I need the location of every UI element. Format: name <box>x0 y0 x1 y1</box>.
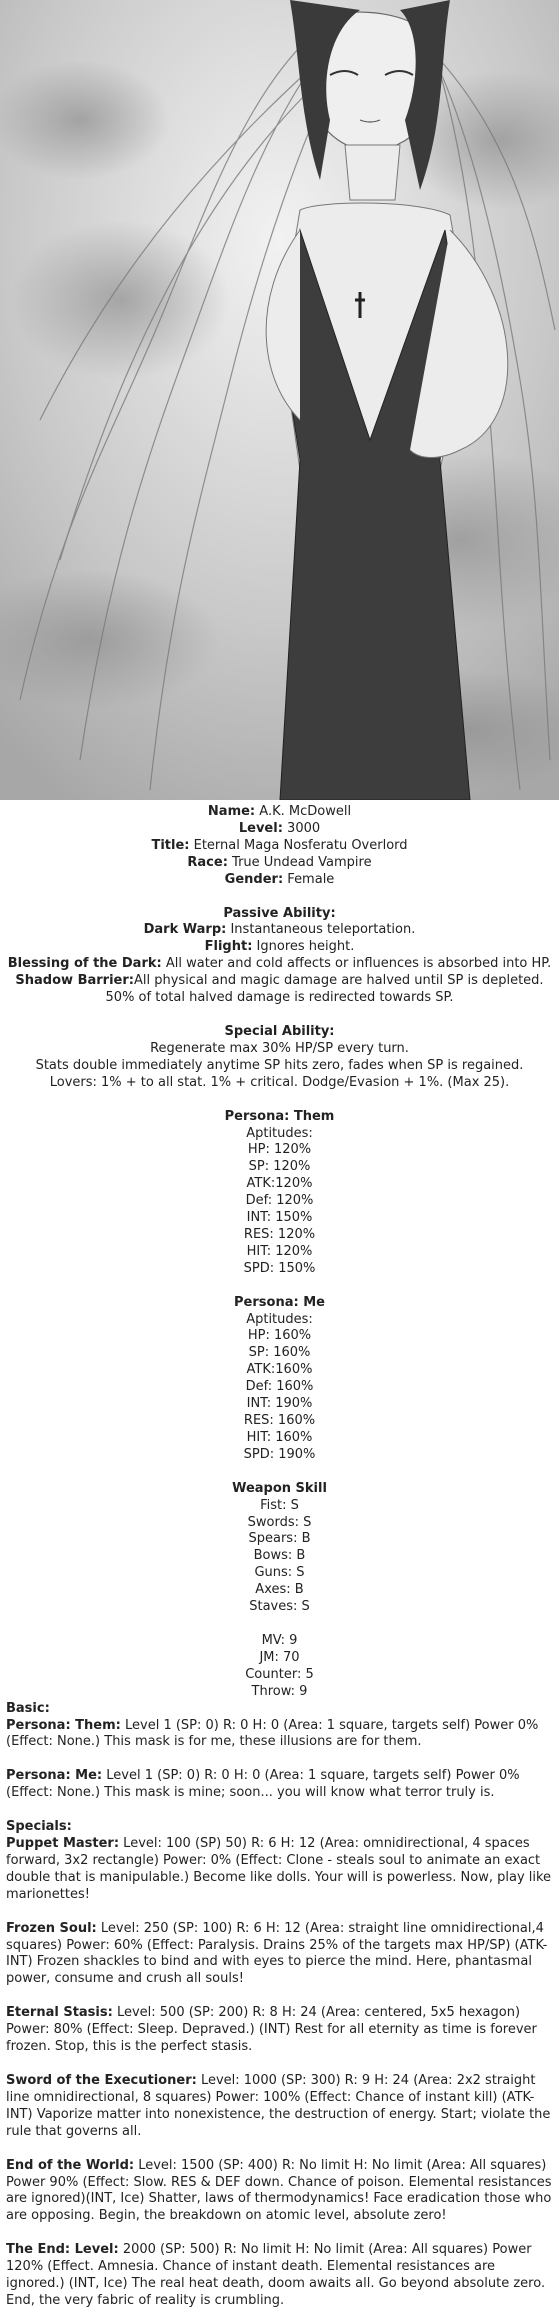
movement-line: JM: 70 <box>259 1649 300 1665</box>
gender-value: Female <box>287 871 335 887</box>
title-label: Title: <box>151 837 190 853</box>
skill-entry: Puppet Master: Level: 100 (SP) 50) R: 6 H: 12 (Area: omnidirectional, 4 spaces forward, 3x2 rectangle) Power: 0% (Effect: Clone - steals soul to animate an exact double that is manipulable.) Become like dolls. Your will is powerless. Now, play like marionettes! <box>6 1836 552 1902</box>
aptitude-line: SPD: 150% <box>243 1260 316 1276</box>
passive-item: Flight: Ignores height. <box>204 939 355 955</box>
skill-entry: End of the World: Level: 1500 (SP: 400) R: No limit H: No limit (Area: All squares) Power 90% (Effect: Slow. RES & DEF down. Chance of poison. Elemental resistances are ignored)(INT, Ice) Shatter, laws of thermodynamics! Face eradication those who are opposing. Begin, the breakdown on atomic level, absolute zero! <box>6 2157 552 2224</box>
aptitude-line: SPD: 190% <box>243 1446 316 1462</box>
weapon-skill-line: Swords: S <box>247 1514 312 1530</box>
aptitude-line: HIT: 160% <box>246 1429 313 1445</box>
weapon-skill-line: Spears: B <box>248 1531 311 1547</box>
aptitude-line: INT: 150% <box>246 1210 313 1226</box>
passive-item: Blessing of the Dark: All water and cold affects or influences is absorbed into HP. <box>7 956 552 972</box>
weapon-skill-heading: Weapon Skill <box>232 1480 327 1496</box>
movement-line: Throw: 9 <box>251 1683 308 1699</box>
race-label: Race: <box>187 854 228 870</box>
special-ability-line: Lovers: 1% + to all stat. 1% + critical. Dodge/Evasion + 1%. (Max 25). <box>49 1074 510 1090</box>
race-value: True Undead Vampire <box>232 854 372 870</box>
passive-heading: Passive Ability: <box>223 905 336 921</box>
special-ability-heading: Special Ability: <box>224 1023 335 1039</box>
aptitude-line: RES: 120% <box>243 1226 316 1242</box>
title-value: Eternal Maga Nosferatu Overlord <box>193 837 408 853</box>
aptitude-line: Aptitudes: <box>246 1125 313 1141</box>
persona-me-heading: Persona: Me <box>234 1294 325 1310</box>
aptitude-line: ATK:160% <box>246 1362 313 1378</box>
profile-block <box>0 804 559 889</box>
aptitude-line: SP: 120% <box>248 1159 311 1175</box>
passive-item: Dark Warp: Instantaneous teleportation. <box>143 922 416 938</box>
persona-me-section <box>0 1295 559 1464</box>
persona-them-heading: Persona: Them <box>224 1108 335 1124</box>
weapon-skill-line: Bows: B <box>253 1548 306 1564</box>
skill-entry: Frozen Soul: Level: 250 (SP: 100) R: 6 H: 12 (Area: straight line omnidirectional,4 squares) Power: 60% (Effect: Paralysis. Drains 25% of the targets max HP/SP) (ATK-INT) Frozen shackles to bind and with eyes to pierce the mind. Here, phantasmal power, consume and crush all souls! <box>6 1920 548 1987</box>
movement-section <box>0 1633 559 1701</box>
aptitude-line: Aptitudes: <box>246 1311 313 1327</box>
basic-section <box>0 1701 559 1803</box>
skill-entry: Eternal Stasis: Level: 500 (SP: 200) R: 8 H: 24 (Area: centered, 5x5 hexagon) Power: 80% (Effect: Sleep. Depraved.) (INT) Rest for all eternity as time is forever frozen. Stop, this is the perfect stasis. <box>6 2005 537 2055</box>
aptitude-line: Def: 160% <box>245 1379 314 1395</box>
basic-heading: Basic: <box>6 1700 50 1716</box>
passive-ability-section <box>0 906 559 1007</box>
weapon-skill-line: Staves: S <box>249 1599 310 1615</box>
aptitude-line: HIT: 120% <box>246 1243 313 1259</box>
name-label: Name: <box>207 804 256 819</box>
weapon-skill-line: Axes: B <box>255 1582 304 1598</box>
aptitude-line: HP: 160% <box>247 1328 312 1344</box>
weapon-skill-line: Fist: S <box>260 1497 299 1513</box>
persona-them-section <box>0 1109 559 1278</box>
special-ability-line: Stats double immediately anytime SP hits zero, fades when SP is regained. <box>35 1057 524 1073</box>
specials-heading: Specials: <box>6 1819 72 1835</box>
special-ability-section <box>0 1024 559 1092</box>
aptitude-line: SP: 160% <box>248 1345 311 1361</box>
character-illustration <box>0 0 559 800</box>
skill-entry: Sword of the Executioner: Level: 1000 (SP: 300) R: 9 H: 24 (Area: 2x2 straight line omnidirectional, 8 squares) Power: 100% (Effect: Chance of instant kill) (ATK-INT) Vaporize matter into nonexistence, the destruction of energy. Start; violate the rule that governs all. <box>6 2073 551 2139</box>
level-label: Level: <box>238 820 283 836</box>
skill-entry: The End: Level: 2000 (SP: 500) R: No limit H: No limit (Area: All squares) Power 120% (Effect. Amnesia. Chance of instant death. Elemental resistances are ignored.) (INT, Ice) The real heat death, doom awaits all. Go beyond absolute zero. End, the very fabric of reality is crumbling. <box>6 2242 546 2308</box>
passive-item: Shadow Barrier:All physical and magic damage are halved until SP is depleted. 50% of total halved damage is redirected towards SP. <box>15 973 544 1006</box>
gender-label: Gender: <box>224 871 284 887</box>
weapon-skill-line: Guns: S <box>254 1565 305 1581</box>
movement-line: Counter: 5 <box>245 1666 314 1682</box>
aptitude-line: INT: 190% <box>246 1396 313 1412</box>
aptitude-line: RES: 160% <box>243 1413 316 1428</box>
aptitude-line: Def: 120% <box>245 1193 314 1209</box>
weapon-skill-section <box>0 1481 559 1616</box>
level-value: 3000 <box>287 820 321 836</box>
name-value: A.K. McDowell <box>259 804 352 819</box>
skill-entry: Persona: Me: Level 1 (SP: 0) R: 0 H: 0 (Area: 1 square, targets self) Power 0% (Effect: None.) This mask is mine; soon... you will know what terror truly is. <box>6 1768 520 1801</box>
special-ability-line: Regenerate max 30% HP/SP every turn. <box>150 1040 409 1056</box>
movement-line: MV: 9 <box>261 1632 298 1648</box>
specials-section <box>0 1819 559 2310</box>
aptitude-line: ATK:120% <box>246 1176 313 1192</box>
aptitude-line: HP: 120% <box>247 1142 312 1158</box>
skill-entry: Persona: Them: Level 1 (SP: 0) R: 0 H: 0 (Area: 1 square, targets self) Power 0% (Effect: None.) This mask is for me, these illusions are for them. <box>6 1717 539 1750</box>
